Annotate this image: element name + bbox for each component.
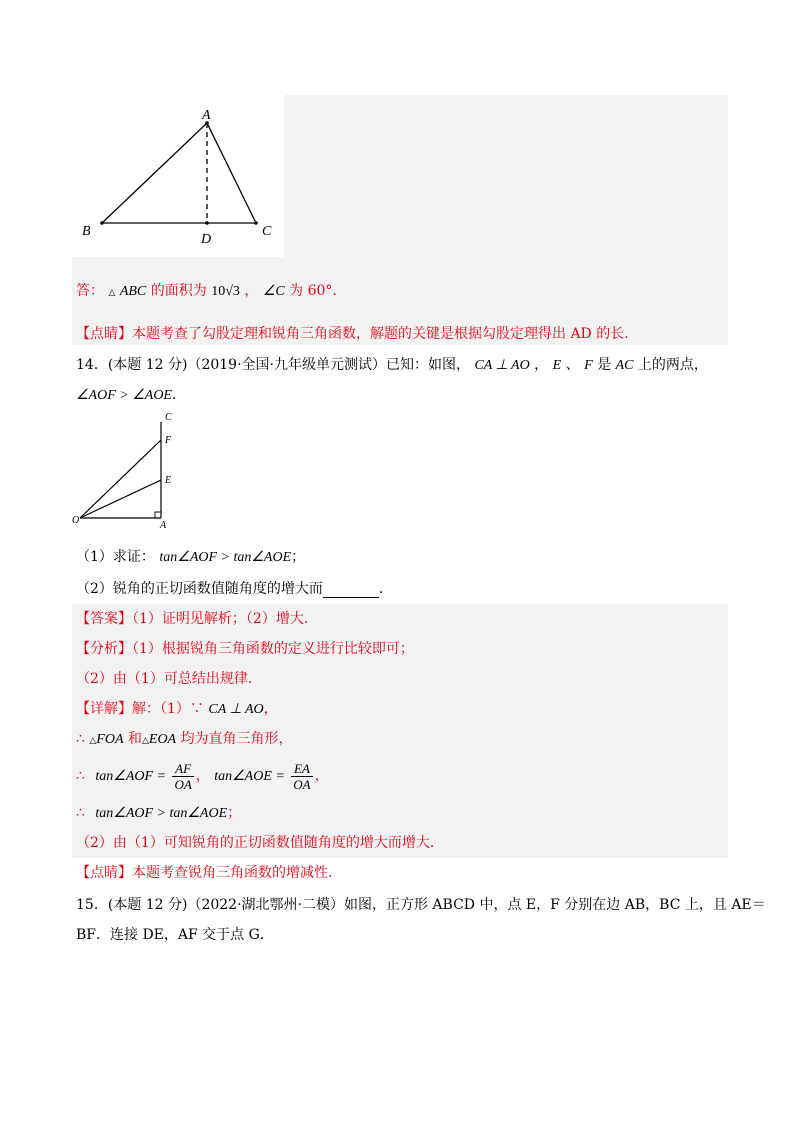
q14-analysis-line: [76, 640, 414, 658]
q15-line2: [76, 926, 274, 944]
detail-math: CA ⊥ AO: [208, 702, 264, 717]
q14-label-o: O: [72, 515, 80, 526]
eoa-label: EOA: [148, 732, 177, 747]
q15-line2-text: BF．连接 DE，AF 交于点 G．: [76, 927, 274, 943]
q14-conclusion-line: [76, 804, 241, 823]
analysis-text: （1）根据锐角三角函数的定义进行比较即可；: [132, 641, 414, 657]
semicolon: ；: [227, 805, 242, 821]
therefore-2: ∴: [76, 768, 85, 784]
analysis-text2: （2）由（1）可总结出规律.: [76, 671, 253, 687]
q15-line1-text: 15．(本题 12 分)（2022·湖北鄂州·二模）如图，正方形 ABCD 中，点 E，F 分别在边 AB，BC 上，且 AE＝: [76, 897, 766, 913]
detail-text: 解：（1）∵: [132, 701, 204, 717]
triangle-abc-figure: [72, 95, 284, 257]
detail-tag: 【详解】: [76, 701, 132, 717]
q14-part1-label: （1）求证：: [76, 549, 155, 565]
q14-f-label: F: [584, 358, 593, 373]
q14-figure: [70, 408, 190, 533]
frac-num-af: AF: [172, 761, 193, 777]
comma-2: ，: [314, 768, 329, 784]
comma: ，: [244, 283, 259, 299]
q14-line2: [76, 386, 176, 405]
q14-dun: 、: [565, 357, 580, 373]
q14-line2-end: .: [171, 387, 177, 403]
prev-figure-area: [72, 95, 284, 257]
q14-header-tail1: 是: [597, 357, 612, 373]
and-text: 和: [127, 731, 142, 747]
q14-comment-line: [76, 864, 332, 882]
q15-line1: [76, 896, 766, 914]
label-c: C: [262, 224, 272, 239]
q14-comment-tag: 【点睛】: [76, 865, 132, 881]
q14-part2-solution: [76, 834, 434, 852]
part2-solution-text: （2）由（1）可知锐角的正切函数值随角度的增大而增大.: [76, 835, 435, 851]
q14-answer-line: [76, 610, 308, 628]
comment-text: 本题考查了勾股定理和锐角三角函数，解题的关键是根据勾股定理得出 AD 的长.: [132, 326, 629, 342]
q14-e-label: E: [552, 358, 562, 373]
answer-text: （1）证明见解析；（2）增大.: [132, 611, 309, 627]
tan-aoe: tan∠AOE =: [214, 769, 285, 784]
q14-triangles-line: [76, 730, 293, 750]
q14-label-c: C: [165, 412, 172, 423]
q14-tan-line: [76, 760, 329, 793]
foa-label: FOA: [96, 732, 124, 747]
q14-header-math: CA ⊥ AO: [474, 358, 530, 373]
q14-label-f: F: [165, 435, 172, 446]
q14-header: [76, 356, 708, 375]
q14-figure-svg: [70, 408, 190, 533]
fraction-ea-oa: [291, 761, 312, 792]
q14-blank[interactable]: [323, 583, 379, 598]
fraction-af-oa: [172, 761, 193, 792]
q14-header-text: 14．(本题 12 分)（2019·全国·九年级单元测试）已知：如图，: [76, 357, 470, 373]
q14-label-a: A: [160, 520, 167, 531]
q14-ac: AC: [615, 358, 634, 373]
abc-label: ABC: [119, 284, 147, 299]
comma-1: ，: [195, 768, 210, 784]
angle-c: ∠C: [262, 284, 285, 299]
detail-end: ，: [263, 701, 278, 717]
frac-num-ea: EA: [291, 761, 312, 777]
prev-answer-line: [76, 282, 337, 302]
therefore-1: ∴: [76, 731, 85, 747]
q14-part1-end: ；: [291, 549, 306, 565]
q14-part2: [76, 580, 383, 598]
answer-tag: 【答案】: [76, 611, 132, 627]
conclusion-math: tan∠AOF > tan∠AOE: [95, 806, 228, 821]
tri-symbol-1: △: [89, 736, 97, 746]
area-value: 10√3: [211, 284, 240, 299]
q14-part2-end: .: [378, 581, 384, 597]
q14-analysis-line2: [76, 670, 252, 688]
comment-tag: 【点睛】: [76, 326, 132, 342]
therefore-3: ∴: [76, 805, 85, 821]
label-b: B: [82, 224, 91, 239]
label-a: A: [202, 108, 211, 123]
q14-header-sep: ，: [534, 357, 549, 373]
analysis-tag: 【分析】: [76, 641, 132, 657]
prev-comment-line: [76, 325, 629, 343]
q14-part1-math: tan∠AOF > tan∠AOE: [159, 550, 292, 565]
q14-detail-line: [76, 700, 278, 719]
angle-text: 为 60°.: [289, 283, 337, 299]
triangle-symbol: △: [108, 288, 116, 298]
q14-part1: [76, 548, 305, 567]
label-d: D: [201, 232, 212, 247]
q14-comment-text: 本题考查锐角三角函数的增减性.: [132, 865, 333, 881]
q14-label-e: E: [165, 475, 172, 486]
tri-symbol-2: △: [141, 736, 149, 746]
q14-header-tail2: 上的两点，: [637, 357, 708, 373]
tan-aof: tan∠AOF =: [95, 769, 166, 784]
answer-prefix: 答：: [76, 283, 104, 299]
q14-part2-text: （2）锐角的正切函数值随角度的增大而: [76, 581, 323, 597]
frac-den-oa: OA: [174, 776, 192, 792]
frac-den-oa-2: OA: [293, 776, 311, 792]
q14-angle-relation: ∠AOF > ∠AOE: [76, 388, 172, 403]
right-tri-text: 均为直角三角形，: [180, 731, 293, 747]
area-text: 的面积为: [150, 283, 207, 299]
